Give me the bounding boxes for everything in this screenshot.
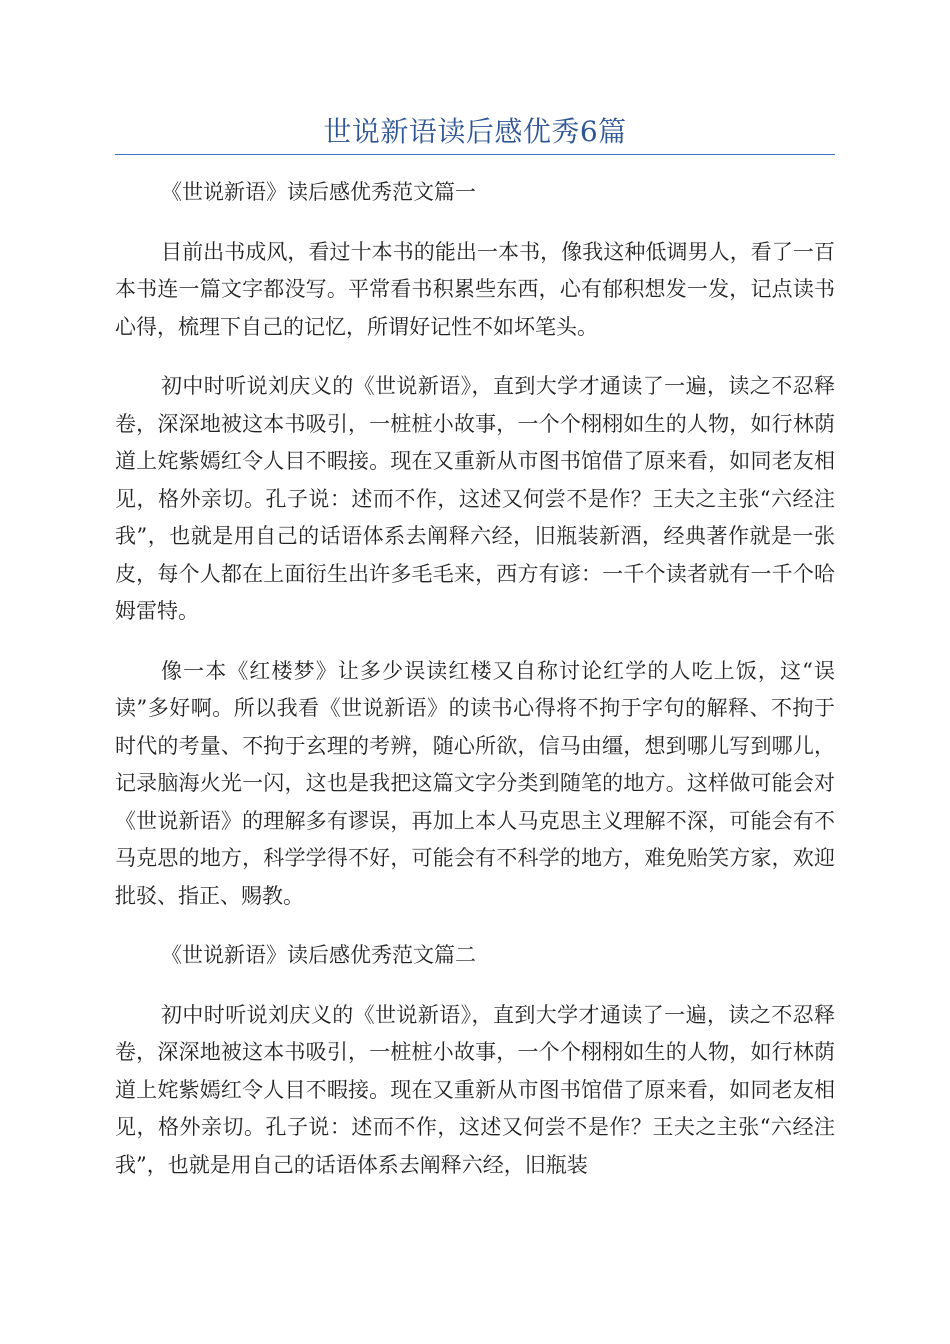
section-heading-2: 《世说新语》读后感优秀范文篇二 xyxy=(161,943,476,967)
paragraph: 初中时听说刘庆义的《世说新语》，直到大学才通读了一遍，读之不忍释卷，深深地被这本书吸引，一桩桩小故事，一个个栩栩如生的人物，如行林荫道上姹紫嫣红令人目不暇接。现在又重新从市图书馆借了原来看，如同老友相见，格外亲切。孔子说：述而不作，这述又何尝不是作？王夫之主张“六经注我”，也就是用自己的话语体系去阐释六经，旧瓶装 xyxy=(115,1002,835,1177)
paragraph: 初中时听说刘庆义的《世说新语》，直到大学才通读了一遍，读之不忍释卷，深深地被这本书吸引，一桩桩小故事，一个个栩栩如生的人物，如行林荫道上姹紫嫣红令人目不暇接。现在又重新从市图书馆借了原来看，如同老友相见，格外亲切。孔子说：述而不作，这述又何尝不是作？王夫之主张“六经注我”，也就是用自己的话语体系去阐释六经，旧瓶装新酒，经典著作就是一张皮，每个人都在上面衍生出许多毛毛来，西方有谚：一千个读者就有一千个哈姆雷特。 xyxy=(115,374,835,623)
document-body xyxy=(115,174,835,1206)
title-underline xyxy=(115,154,835,155)
section-heading-1: 《世说新语》读后感优秀范文篇一 xyxy=(161,180,476,204)
paragraph: 像一本《红楼梦》让多少误读红楼又自称讨论红学的人吃上饭，这“误读”多好啊。所以我看《世说新语》的读书心得将不拘于字句的解释、不拘于时代的考量、不拘于玄理的考辨，随心所欲，信马由缰，想到哪儿写到哪儿，记录脑海火光一闪，这也是我把这篇文字分类到随笔的地方。这样做可能会对《世说新语》的理解多有谬误，再加上本人马克思主义理解不深，可能会有不马克思的地方，科学学得不好，可能会有不科学的地方，难免贻笑方家，欢迎批驳、指正、赐教。 xyxy=(115,658,835,908)
document-title: 世说新语读后感优秀6篇 xyxy=(323,115,627,148)
paragraph: 目前出书成风，看过十本书的能出一本书，像我这种低调男人，看了一百本书连一篇文字都没写。平常看书积累些东西，心有郁积想发一发，记点读书心得，梳理下自己的记忆，所谓好记性不如坏笔头。 xyxy=(115,239,835,339)
